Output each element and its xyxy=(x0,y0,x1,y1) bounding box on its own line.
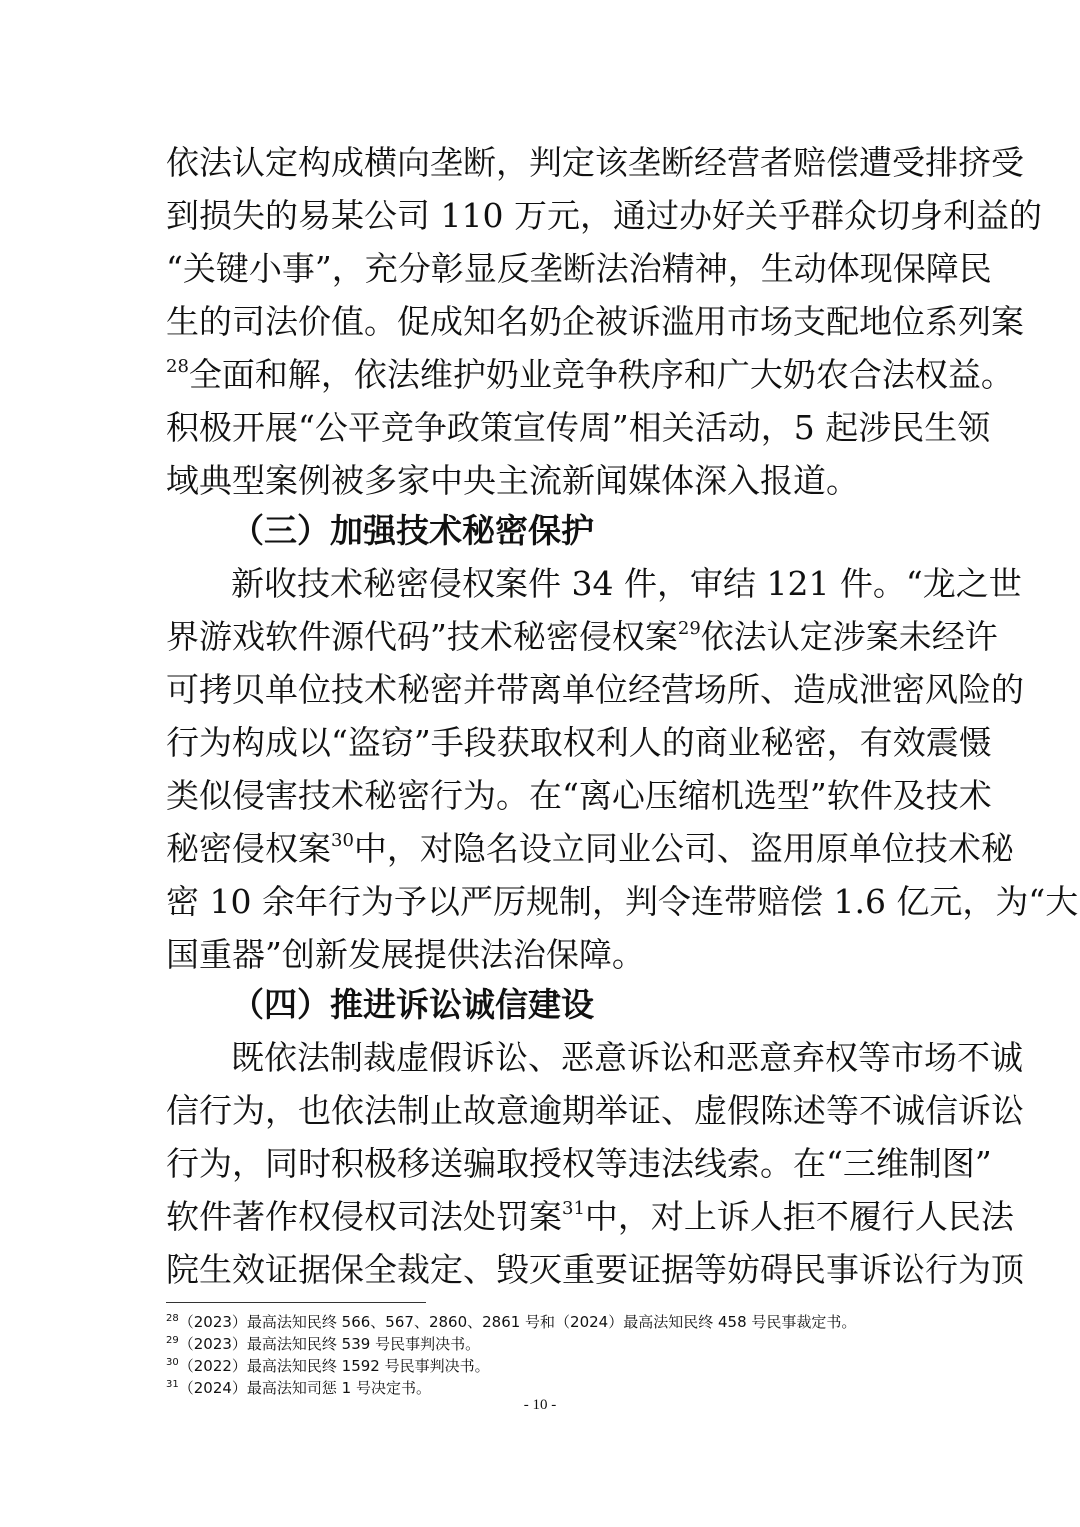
footnote-number: 30 xyxy=(166,1357,179,1368)
footnote-ref: 31 xyxy=(562,1198,585,1219)
body-line: 密 10 余年行为予以严厉规制，判令连带赔偿 1.6 亿元，为“大 xyxy=(166,882,1079,921)
body-line: 行为，同时积极移送骗取授权等违法线索。在“三维制图” xyxy=(166,1144,992,1183)
body-line xyxy=(166,348,1014,402)
footnote-text: （2022）最高法知民终 1592 号民事判决书。 xyxy=(178,1357,490,1375)
section-heading: （三）加强技术秘密保护 xyxy=(231,511,594,550)
footnote-number: 28 xyxy=(166,1313,179,1324)
body-line: 既依法制裁虚假诉讼、恶意诉讼和恶意弃权等市场不诚 xyxy=(231,1038,1023,1077)
body-line: 积极开展“公平竞争政策宣传周”相关活动，5 起涉民生领 xyxy=(166,408,991,447)
footnote-ref: 30 xyxy=(331,830,354,851)
body-line: 到损失的易某公司 110 万元，通过办好关乎群众切身利益的 xyxy=(166,196,1042,235)
footnote xyxy=(166,1311,856,1333)
footnote-text: （2024）最高法知司惩 1 号决定书。 xyxy=(178,1379,431,1397)
body-text: 中，对上诉人拒不履行人民法 xyxy=(584,1197,1014,1236)
footnote-text: （2023）最高法知民终 539 号民事判决书。 xyxy=(178,1335,481,1353)
body-line xyxy=(166,610,998,664)
body-line: 行为构成以“盗窃”手段获取权利人的商业秘密，有效震慑 xyxy=(166,723,992,762)
footnote-ref: 28 xyxy=(166,356,189,377)
footnote-number: 29 xyxy=(166,1335,179,1346)
body-line: “关键小事”，充分彰显反垄断法治精神，生动体现保障民 xyxy=(166,249,992,288)
body-line: 可拷贝单位技术秘密并带离单位经营场所、造成泄密风险的 xyxy=(166,670,1024,709)
body-text: 秘密侵权案 xyxy=(166,829,331,868)
body-line: 生的司法价值。促成知名奶企被诉滥用市场支配地位系列案 xyxy=(166,302,1024,341)
body-text: 软件著作权侵权司法处罚案 xyxy=(166,1197,562,1236)
body-line: 域典型案例被多家中央主流新闻媒体深入报道。 xyxy=(166,461,859,500)
footnote-number: 31 xyxy=(166,1379,179,1390)
footnote-text: （2023）最高法知民终 566、567、2860、2861 号和（2024）最高法知民终 458 号民事裁定书。 xyxy=(178,1313,857,1331)
footnote xyxy=(166,1355,490,1377)
body-line: 类似侵害技术秘密行为。在“离心压缩机选型”软件及技术 xyxy=(166,776,992,815)
body-text: 中，对隐名设立同业公司、盗用原单位技术秘 xyxy=(353,829,1014,868)
body-line: 新收技术秘密侵权案件 34 件，审结 121 件。“龙之世 xyxy=(231,564,1022,603)
page-number: - 10 - xyxy=(523,1397,557,1413)
footnote-ref: 29 xyxy=(677,618,701,639)
footnote-divider xyxy=(166,1302,426,1303)
body-line xyxy=(166,1190,1014,1244)
section-heading: （四）推进诉讼诚信建设 xyxy=(231,985,594,1024)
body-text: 依法认定涉案未经许 xyxy=(700,617,998,656)
body-line: 院生效证据保全裁定、毁灭重要证据等妨碍民事诉讼行为顶 xyxy=(166,1250,1024,1289)
body-text: 界游戏软件源代码”技术秘密侵权案 xyxy=(166,617,678,656)
footnote xyxy=(166,1377,431,1399)
body-line: 依法认定构成横向垄断，判定该垄断经营者赔偿遭受排挤受 xyxy=(166,143,1024,182)
body-line: 信行为，也依法制止故意逾期举证、虚假陈述等不诚信诉讼 xyxy=(166,1091,1024,1130)
body-line: 国重器”创新发展提供法治保障。 xyxy=(166,935,645,974)
body-line xyxy=(166,822,1014,876)
body-text: 全面和解，依法维护奶业竞争秩序和广大奶农合法权益。 xyxy=(188,355,1014,394)
footnote xyxy=(166,1333,480,1355)
